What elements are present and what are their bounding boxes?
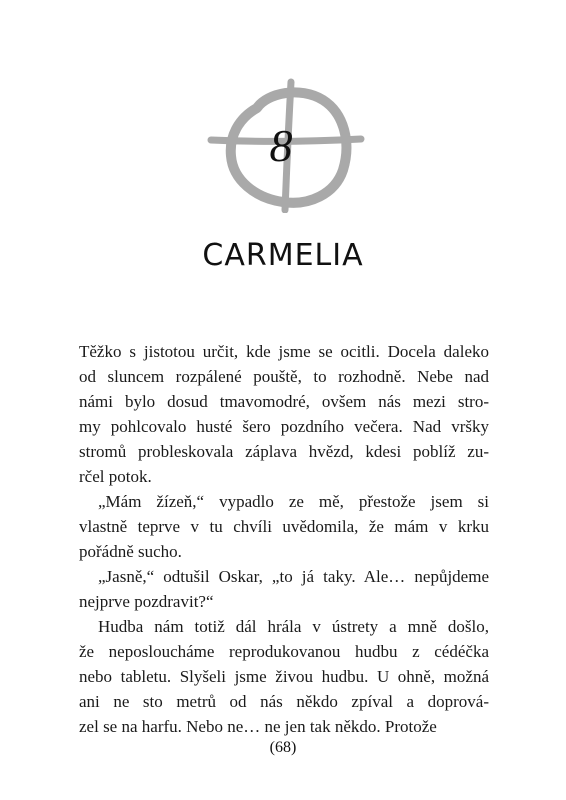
chapter-emblem bbox=[205, 78, 365, 213]
text-line: my pohlcovalo husté šero pozdního večera. Nad vršky bbox=[79, 417, 489, 436]
text-line: nejprve pozdravit?“ bbox=[79, 592, 214, 611]
text-line: stromů probleskovala záplava hvězd, kdesi poblíž zu- bbox=[79, 442, 489, 461]
text-line: vlastně teprve v tu chvíli uvědomila, že mám v krku bbox=[79, 517, 489, 536]
text-line: ani ne sto metrů od nás někdo zpíval a doprová- bbox=[79, 692, 489, 711]
text-line: nebo tabletu. Slyšeli jsme živou hudbu. U ohně, možná bbox=[79, 667, 489, 686]
text-line: že neposloucháme reprodukovanou hudbu z cédéčka bbox=[79, 642, 489, 661]
chapter-number: 8 bbox=[269, 119, 293, 171]
text-line: Hudba nám totiž dál hrála v ústrety a mně došlo, bbox=[98, 617, 489, 636]
text-line: od sluncem rozpálené pouště, to rozhodně. Nebe nad bbox=[79, 367, 489, 386]
text-line: rčel potok. bbox=[79, 467, 152, 486]
text-line: zel se na harfu. Nebo ne… ne jen tak někdo. Protože bbox=[79, 717, 437, 736]
chapter-title: CARMELIA bbox=[202, 238, 364, 273]
page-number: (68) bbox=[269, 739, 297, 756]
text-line: Těžko s jistotou určit, kde jsme se ocitli. Docela daleko bbox=[79, 342, 489, 361]
text-line: „Jasně,“ odtušil Oskar, „to já taky. Ale… nepůjdeme bbox=[98, 567, 489, 586]
text-line: „Mám žízeň,“ vypadlo ze mě, přestože jsem si bbox=[98, 492, 489, 511]
chapter-body-text bbox=[79, 339, 489, 739]
text-line: námi bylo dosud tmavomodré, ovšem nás mezi stro- bbox=[79, 392, 489, 411]
text-line: pořádně sucho. bbox=[79, 542, 182, 561]
